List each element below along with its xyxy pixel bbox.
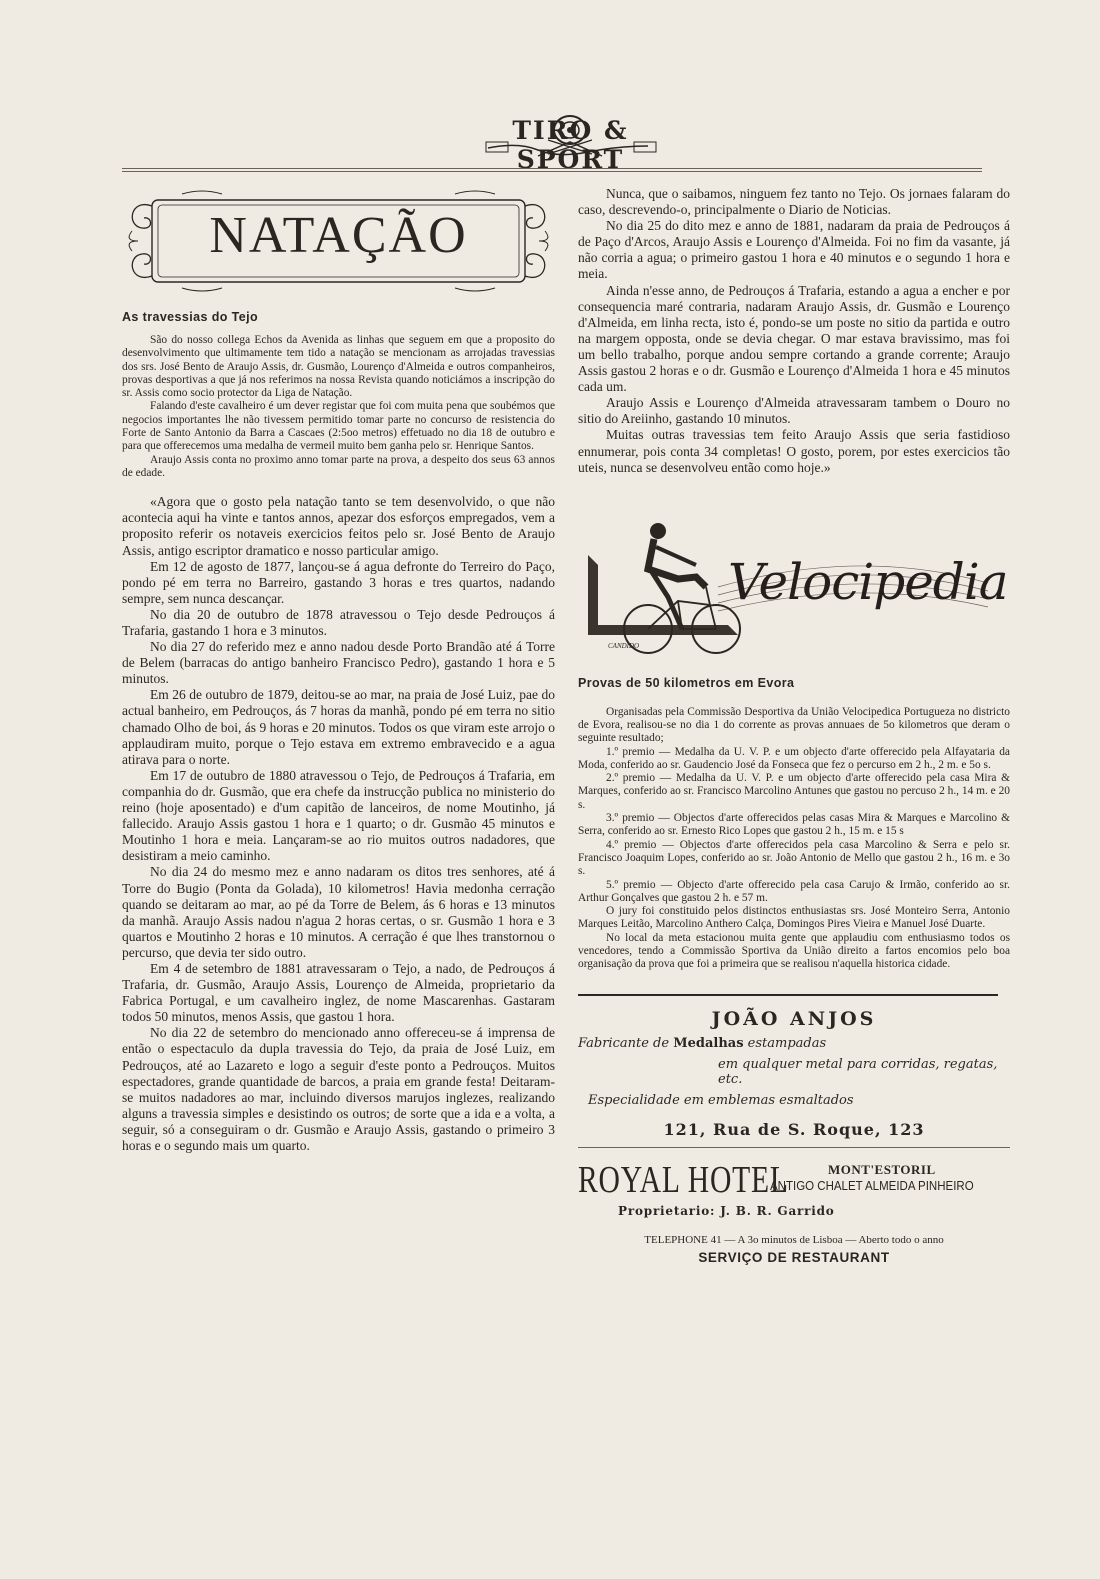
subtitle-provas: Provas de 50 kilometros em Evora xyxy=(578,675,795,690)
article-paragraph: No dia 24 do mesmo mez e anno nadaram os ditos tres senhores, até á Torre do Bugio (Ponta da Golada), 10 kilometros! Havia medonha cerração quando se deitaram ao mar, ao pé da Torre de Belem, ás 6 horas e 13 minutos da manhã. Araujo Assis nadou n'agua 2 horas certas, o sr. Gusmão 1 hora e 3 quartos e Moutinho 2 horas e 10 minutos. A cerração é que lhes transtornou o percurso, que devia ter sido outro. xyxy=(122,864,555,960)
intro-paragraph: São do nosso collega Echos da Avenida as linhas que seguem em que a proposito do desenvolvimento que ultimamente tem tido a natação se mencionam as arrojadas travessias dos srs. José Bento de Araujo Assis, dr. Gusmão, Lourenço d'Almeida e outros companheiros, provas desportivas a que já nos referimos na nossa Revista quando noticiámos a inscripção do sr. Assis como socio protector da Liga de Natação. xyxy=(122,334,555,400)
subtitle-travessias: As travessias do Tejo xyxy=(122,310,258,324)
article-paragraph: «Agora que o gosto pela natação tanto se tem desenvolvido, o que não acontecia aqui ha vinte e tantos annos, apezar dos esforços empregados, vem a proposito referir os notaveis exercicios feitos pelo sr. José Bento de Araujo Assis, antigo escriptor dramatico e nosso particular amigo. xyxy=(122,494,555,558)
velocipedia-banner xyxy=(578,517,1010,662)
hotel-service: SERVIÇO DE RESTAURANT xyxy=(698,1249,890,1265)
advert-text: estampadas xyxy=(747,1035,827,1051)
advert-address: 121, Rua de S. Roque, 123 xyxy=(663,1119,925,1139)
article-paragraph: No dia 25 do dito mez e anno de 1881, nadaram da praia de Pedrouços á de Paço d'Arcos, Araujo Assis e Lourenço d'Almeida. Foi no fim da vasante, já não corria a agua; o primeiro gastou 1 hora e 40 minutos e o segundo 1 hora e meia. xyxy=(578,218,1010,282)
hotel-telephone: TELEPHONE 41 — A 3o minutos de Lisboa — Aberto todo o anno xyxy=(644,1233,944,1246)
header-rule xyxy=(122,168,982,172)
article-paragraph: Em 17 de outubro de 1880 atravessou o Tejo, de Pedrouços á Trafaria, em companhia do dr. Gusmão, que era chefe da instrucção publica no ministerio do reino (hoje aposentado) e d'um capitão de lanceiros, de nome Moutinho, já fallecido. Araujo Assis gastou 1 hora e 1 quarto; o dr. Gusmão 45 minutos e Moutinho 1 hora e meia. Lançaram-se ao rio muitos outros nadadores, que desistiram a meio caminho. xyxy=(122,767,555,864)
velocipedia-title: Velocipedia xyxy=(728,552,1008,611)
natacao-cartouche xyxy=(122,186,555,296)
masthead xyxy=(478,112,663,174)
advert-line: Especialidade em emblemas esmaltados xyxy=(588,1092,854,1108)
velocipedia-paragraph: Organisadas pela Commissão Desportiva da União Velocipedica Portugueza no districto de Evora, realisou-se no dia 1 do corrente as provas annuaes de 5o kilometros que deram o seguinte resultado; xyxy=(578,705,1010,745)
article-paragraph: Ainda n'esse anno, de Pedrouços á Trafaria, estando a agua a encher e por consequencia maré contraria, nadaram Araujo Assis, dr. Gusmão e Lourenço d'Almeida, em linha recta, isto é, pondo-se um poste no sitio da partida e outro na margem opposta, onde se devia chegar. O mar estava bravissimo, mas foi um bello trabalho, porque andou sempre cortando a grande corrente; Araujo Assis gastou 2 horas e o dr. Gusmão e Lourenço d'Almeida 1 hora e 45 minutos cada um. xyxy=(578,282,1010,395)
article-paragraph: Araujo Assis e Lourenço d'Almeida atravessaram tambem o Douro no sitio do Areiinho, gastando 10 minutos. xyxy=(578,395,1010,427)
hotel-location: MONT'ESTORIL xyxy=(828,1161,936,1177)
article-paragraph: Muitas outras travessias tem feito Araujo Assis que seria fastidioso ennumerar, pois conta 34 completas! O gosto, porem, por estes exercicios tão uteis, nunca se desenvolveu então como hoje.» xyxy=(578,427,1010,475)
velocipedia-paragraph: O jury foi constituido pelos distinctos enthusiastas srs. José Monteiro Serra, Antonio Marques Leitão, Marcolino Anthero Calça, Domingos Pires Vieira e Manuel José Duarte. xyxy=(578,905,1010,931)
velocipedia-paragraph: No local da meta estacionou muita gente que applaudiu com enthusiasmo todos os vencedores, tendo a Commissão Sportiva da União direito a fartos encomios pelo boa organisação da prova que foi a primeira que se realisou n'aquella historica cidade. xyxy=(578,931,1010,971)
velocipedia-paragraph: 1.º premio — Medalha da U. V. P. e um objecto d'arte offerecido pela Alfayataria da Moda, conferido ao sr. Gaudencio José da Fonseca que fez o percurso em 2 h., 2 m. e 5o s. xyxy=(578,745,1010,771)
intro-paragraph: Araujo Assis conta no proximo anno tomar parte na prova, a despeito dos seus 63 annos de edade. xyxy=(122,453,555,479)
article-paragraph: Em 12 de agosto de 1877, lançou-se á agua defronte do Terreiro do Paço, pondo pé em terra no Barreiro, gastando 3 horas e tres quartos, nadando sempre, sem nunca descançar. xyxy=(122,558,555,606)
intro-text xyxy=(122,334,555,480)
velocipedia-paragraph: 2.º premio — Medalha da U. V. P. e um objecto d'arte offerecido pela casa Mira & Marques, conferido ao sr. Francisco Marcolino Antunes que gastou no percuso 2 h., 14 m. e 20 s. xyxy=(578,772,1010,811)
artist-signature: CANDIDO xyxy=(608,641,640,650)
velocipedia-paragraph: 4.º premio — Objectos d'arte offerecidos pela casa Marcolino & Serra e pelo sr. Francisco Joaquim Lopes, conferido ao sr. João Antonio de Mello que gastou 2 h., 16 m. e 3o s. xyxy=(578,838,1010,878)
left-column xyxy=(122,186,555,1154)
section-title-natacao: NATAÇÃO xyxy=(209,207,468,264)
article-body-left xyxy=(122,494,555,1154)
velocipedia-paragraph: 5.º premio — Objecto d'arte offerecido pela casa Carujo & Irmão, conferido ao sr. Arthur Gonçalves que gastou 2 h. e 57 m. xyxy=(578,878,1010,904)
hotel-name: ROYAL HOTEL xyxy=(578,1158,789,1201)
hotel-chalet: ANTIGO CHALET ALMEIDA PINHEIRO xyxy=(770,1178,974,1193)
hotel-owner: Proprietario: J. B. R. Garrido xyxy=(618,1203,835,1218)
advert-line: em qualquer metal para corridas, regatas, etc. xyxy=(718,1056,998,1087)
right-column xyxy=(578,186,1010,1265)
masthead-title: TIRO & SPORT xyxy=(512,116,629,174)
article-paragraph: Em 26 de outubro de 1879, deitou-se ao mar, na praia de José Luiz, pae do actual banheiro, em Pedrouços, ás 7 horas da manhã, pondo pé em terra no sitio chamado Olho de boi, ás 9 horas e 20 minutos. Todos os que viram este arrojo o applaudiram muito, porque o Tejo estava em extremo embravecido e a agua atirava para o norte. xyxy=(122,687,555,767)
advert-text-emphasis: Medalhas xyxy=(673,1035,744,1051)
article-paragraph: No dia 20 de outubro de 1878 atravessou o Tejo desde Pedrouços á Trafaria, gastando 1 hora e 3 minutos. xyxy=(122,606,555,639)
ads-rule xyxy=(578,994,998,996)
article-paragraph: Em 4 de setembro de 1881 atravessaram o Tejo, a nado, de Pedrouços á Trafaria, dr. Gusmão, Araujo Assis, Lourenço de Almeida, proprietario da Fabrica Portugal, e um cavalheiro inglez, de nome Mascarenhas. Gastaram todos 50 minutos, menos Assis, que gastou 1 hora. xyxy=(122,960,555,1025)
article-paragraph: No dia 22 de setembro do mencionado anno offereceu-se á imprensa de então o espectaculo da dupla travessia do Tejo, da praia de José Luiz, em Pedrouços, até ao Lazareto e logo a seguir d'este ponto a Pedrouços. Muitos espectadores, grande quantidade de barcos, a praia em grande festa! Deitaram-se muitos nadadores ao mar, incluindo diversos marujos inglezes, realizando alguns a travessia simples e desistindo os outros; de sorte que a ida e a volta, a seguir, só a conseguiram o dr. Gusmão e Araujo Assis, gastando o primeiro 3 horas e o segundo mais um quarto. xyxy=(122,1025,555,1154)
advert-name: JOÃO ANJOS xyxy=(711,1007,877,1030)
article-paragraph: Nunca, que o saibamos, ninguem fez tanto no Tejo. Os jornaes falaram do caso, descrevendo-o, principalmente o Diario de Noticias. xyxy=(578,186,1010,218)
article-body-right xyxy=(578,186,1010,476)
article-paragraph: No dia 27 do referido mez e anno nadou desde Porto Brandão até á Torre de Belem (barracas do antigo banheiro Francisco Pedro), gastando 1 hora e 5 minutos. xyxy=(122,639,555,687)
advert-joao-anjos xyxy=(578,1008,1010,1139)
intro-paragraph: Falando d'este cavalheiro é um dever registar que foi com muita pena que soubémos que negocios importantes lhe não tivessem permitido tomar parte no concurso de resistencia do Forte de Santo Antonio da Barra a Cascaes (2:5oo metros) effetuado no dia 18 de outubro e para que offerecemos uma medalha de vermeil muito bem ganha pelo sr. Henrique Santos. xyxy=(122,400,555,453)
advert-royal-hotel xyxy=(578,1147,1010,1232)
velocipedia-paragraph: 3.º premio — Objectos d'arte offerecidos pelas casas Mira & Marques e Marcolino & Serra, conferido ao sr. Ernesto Rico Lopes que gastou 2 h., 15 m. e 15 s xyxy=(578,812,1010,838)
advert-text: Fabricante de xyxy=(578,1035,670,1051)
advert-line xyxy=(578,1036,1010,1051)
velocipedia-text xyxy=(578,706,1010,972)
